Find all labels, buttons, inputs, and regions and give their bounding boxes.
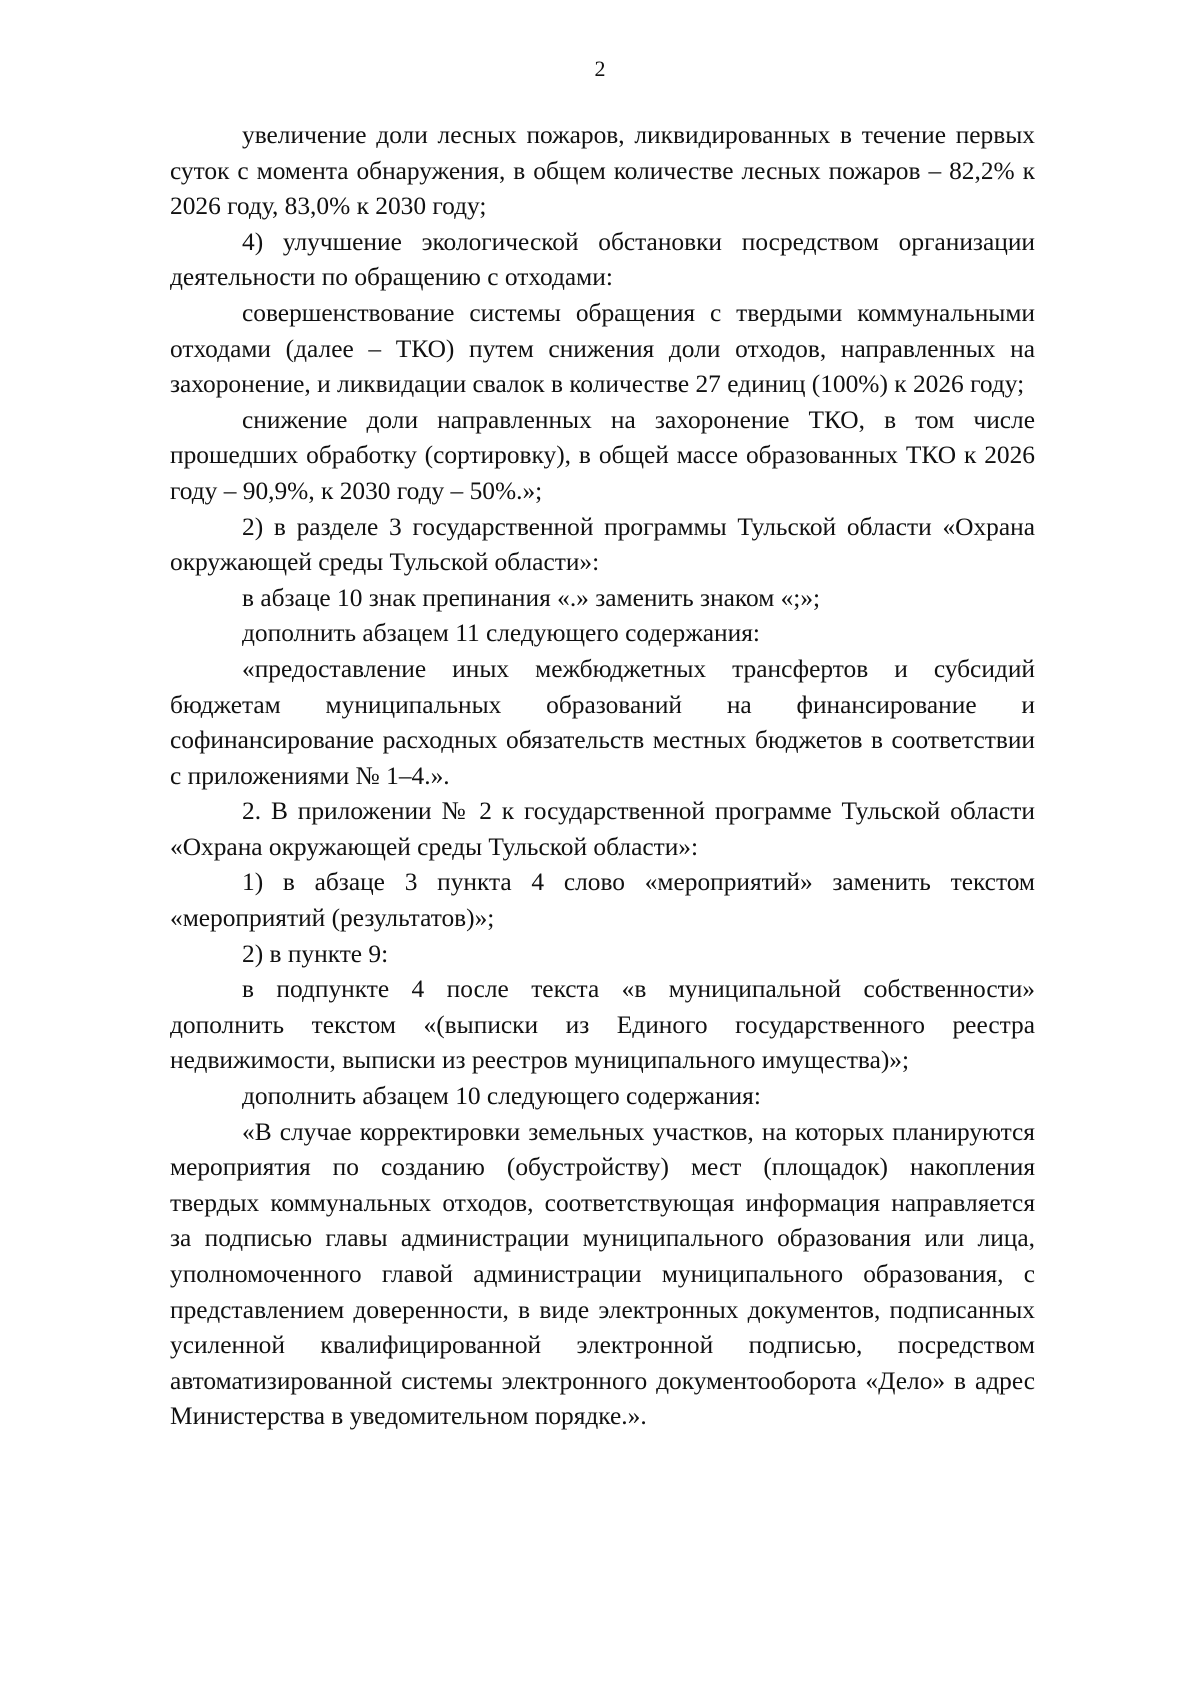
paragraph: в подпункте 4 после текста «в муниципальной собственности» дополнить текстом «(выписки из Единого государственного реестра недвижимости, выписки из реестров муниципального имущества)»; xyxy=(170,975,1035,1075)
document-body xyxy=(170,118,1035,1435)
paragraph: 4) улучшение экологической обстановки посредством организации деятельности по обращению с отходами: xyxy=(170,227,1035,292)
paragraph: совершенствование системы обращения с твердыми коммунальными отходами (далее – ТКО) путем снижения доли отходов, направленных на захоронение, и ликвидации свалок в количестве 27 единиц (100%) к 2026 году; xyxy=(170,298,1035,399)
paragraph: 1) в абзаце 3 пункта 4 слово «мероприятий» заменить текстом «мероприятий (результатов)»; xyxy=(170,868,1035,933)
paragraph: увеличение доли лесных пожаров, ликвидированных в течение первых суток с момента обнаружения, в общем количестве лесных пожаров – 82,2% к 2026 году, 83,0% к 2030 году; xyxy=(170,121,1035,221)
paragraph: снижение доли направленных на захоронение ТКО, в том числе прошедших обработку (сортировку), в общей массе образованных ТКО к 2026 году – 90,9%, к 2030 году – 50%.»; xyxy=(170,405,1035,505)
paragraph: дополнить абзацем 11 следующего содержания: xyxy=(242,619,760,648)
paragraph: 2) в пункте 9: xyxy=(242,939,389,968)
paragraph: дополнить абзацем 10 следующего содержания: xyxy=(242,1082,761,1111)
page-number: 2 xyxy=(594,56,606,81)
paragraph: 2) в разделе 3 государственной программы Тульской области «Охрана окружающей среды Тульской области»: xyxy=(170,512,1035,577)
paragraph: в абзаце 10 знак препинания «.» заменить знаком «;»; xyxy=(242,583,821,612)
paragraph: «предоставление иных межбюджетных трансфертов и субсидий бюджетам муниципальных образований на финансирование и софинансирование расходных обязательств местных бюджетов в соответствии с приложениями № 1–4.». xyxy=(170,654,1035,790)
paragraph: 2. В приложении № 2 к государственной программе Тульской области «Охрана окружающей среды Тульской области»: xyxy=(170,797,1035,861)
paragraph: «В случае корректировки земельных участков, на которых планируются мероприятия по созданию (обустройству) мест (площадок) накопления твердых коммунальных отходов, соответствующая информация направляется за подписью главы администрации муниципального образования или лица, уполномоченного главой администрации муниципального образования, с представлением доверенности, в виде электронных документов, подписанных усиленной квалифицированной электронной подписью, посредством автоматизированной системы электронного документооборота «Дело» в адрес Министерства в уведомительном порядке.». xyxy=(170,1117,1035,1431)
